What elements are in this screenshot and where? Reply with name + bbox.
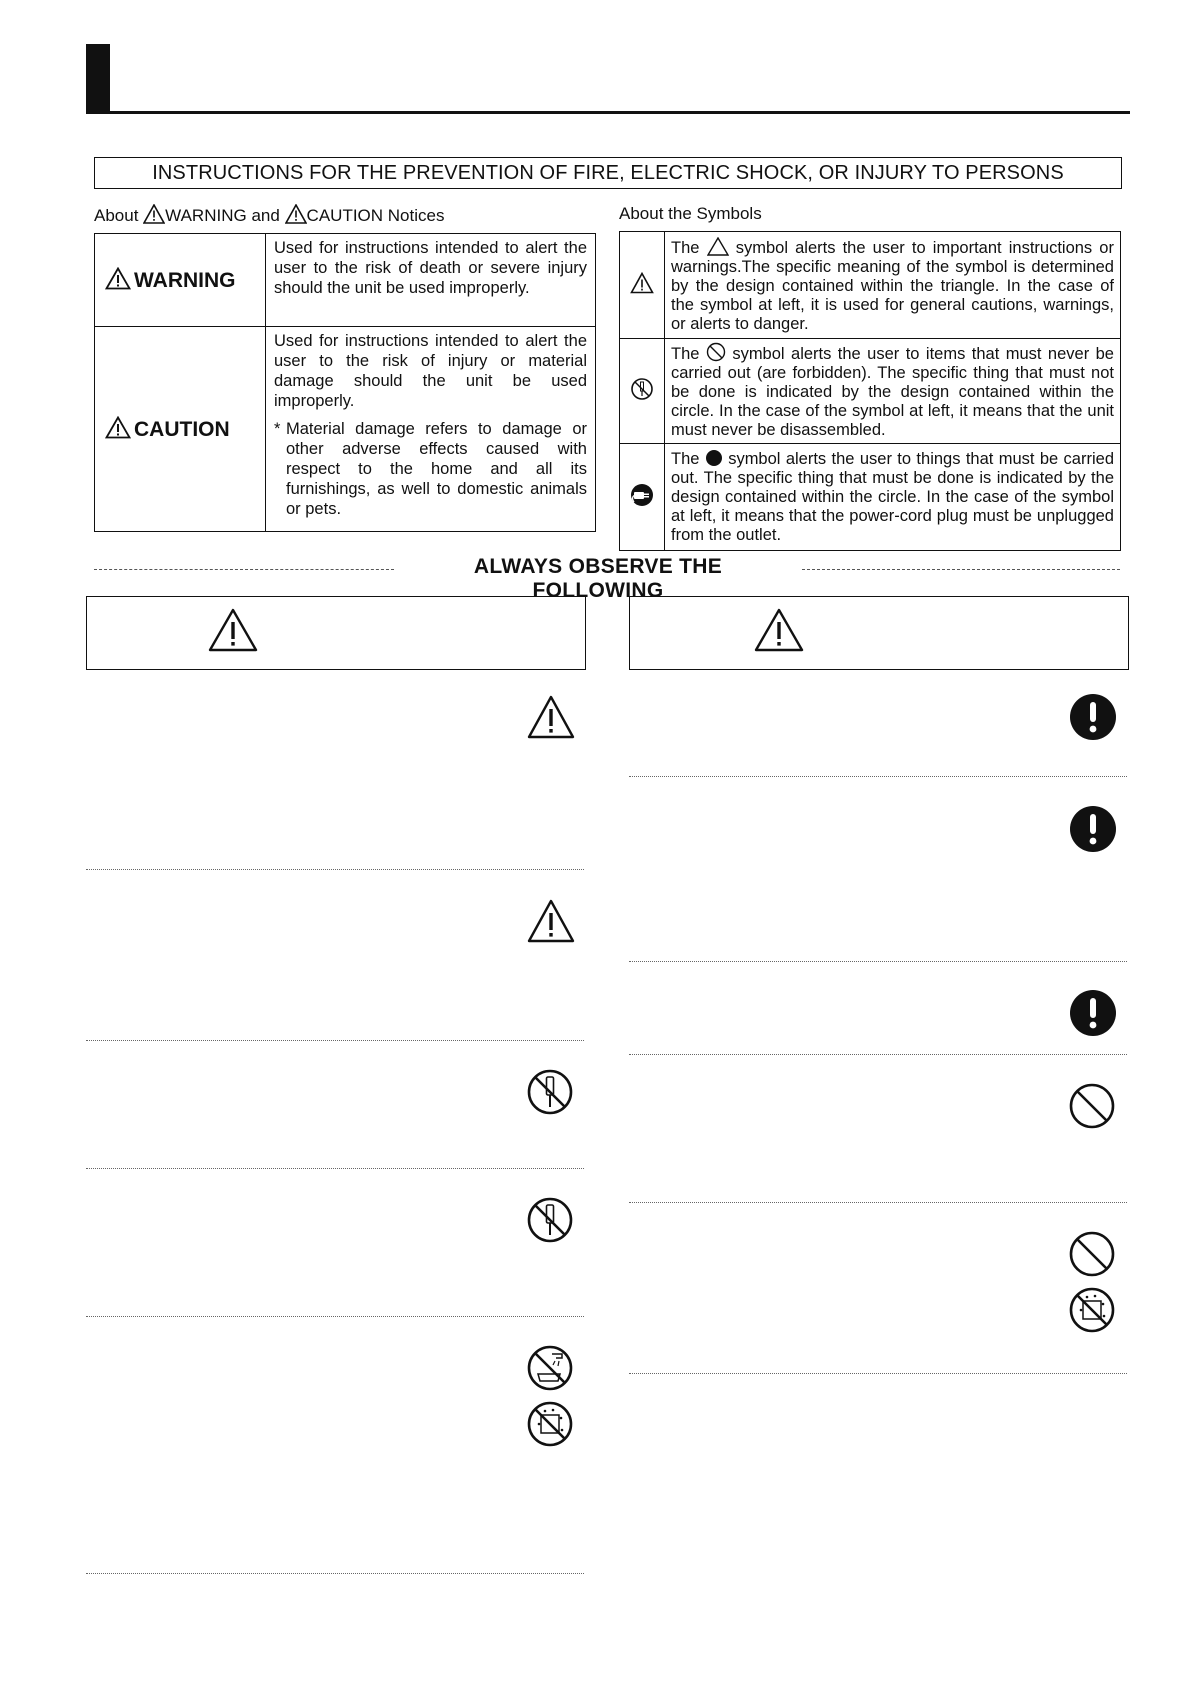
mandatory-action-icon	[1068, 988, 1118, 1038]
no-water-icon	[526, 1344, 574, 1392]
caution-row	[95, 327, 596, 532]
caution-note-star: *	[274, 420, 281, 438]
caution-triangle-icon	[753, 607, 805, 653]
symbol-row-prohibited	[620, 339, 1121, 444]
no-moisture-icon	[1068, 1286, 1116, 1334]
symbol-text-prohibited: symbol alerts the user to items that must never be carried out (are forbidden). The specific thing that must not be done is indicated by the design contained within the circle. In the case of the symbol at left, it means that the unit must never be disassembled.	[671, 345, 1114, 439]
caution-note-text: Material damage refers to damage or other adverse effects caused with respect to the home and all its furnishings, as well to domestic animals or pets.	[286, 420, 587, 518]
symbol-text-prohibited-block	[665, 339, 1120, 443]
warning-row	[95, 234, 596, 327]
filled-circle-icon	[705, 449, 723, 467]
item-divider	[629, 1373, 1127, 1374]
symbol-lead-prohibited: The	[671, 345, 700, 363]
symbol-cell-triangle	[620, 232, 665, 339]
caution-label-cell	[95, 327, 266, 532]
warning-triangle-icon	[526, 898, 576, 944]
instructions-title: INSTRUCTIONS FOR THE PREVENTION OF FIRE, ELECTRIC SHOCK, OR INJURY TO PERSONS	[94, 157, 1122, 189]
symbol-cell-mandatory	[620, 444, 665, 551]
item-divider	[86, 869, 584, 870]
symbol-text-mandatory-block	[665, 446, 1120, 548]
symbol-text-cell-prohibited	[665, 339, 1121, 444]
triangle-outline-icon	[707, 237, 729, 256]
symbols-table	[619, 231, 1121, 551]
general-caution-icon	[630, 272, 654, 294]
item-divider	[86, 1573, 584, 1574]
symbol-text-triangle-block	[665, 234, 1120, 337]
header-bar-block	[86, 44, 110, 114]
do-not-disassemble-icon	[526, 1196, 574, 1244]
prohibited-icon	[1068, 1230, 1116, 1278]
notices-table	[94, 233, 596, 532]
mandatory-action-icon	[1068, 804, 1118, 854]
item-divider	[86, 1316, 584, 1317]
caution-note	[274, 419, 587, 519]
notices-heading-and: and	[251, 206, 280, 225]
item-divider	[86, 1168, 584, 1169]
symbol-text-cell-mandatory	[665, 444, 1121, 551]
unplug-icon	[630, 483, 654, 507]
warning-box-left	[86, 596, 586, 670]
divider-dash-left	[94, 569, 394, 570]
header-rule	[86, 111, 1130, 114]
warning-text-cell	[266, 234, 596, 327]
item-divider	[629, 1202, 1127, 1203]
warning-triangle-icon	[207, 607, 259, 653]
caution-triangle-icon	[105, 416, 131, 439]
notices-heading-caution: CAUTION	[306, 206, 384, 225]
symbol-row-mandatory	[620, 444, 1121, 551]
caution-text: Used for instructions intended to alert the user to the risk of injury or material damage should the unit be used improperly.	[274, 332, 587, 410]
symbol-lead-mandatory: The	[671, 450, 700, 468]
warning-triangle-icon	[526, 694, 576, 740]
warning-label-cell	[95, 234, 266, 327]
warning-label: WARNING	[134, 269, 236, 292]
mandatory-action-icon	[1068, 692, 1118, 742]
notices-heading-tail: Notices	[387, 206, 445, 225]
notices-heading-warning: WARNING	[165, 206, 247, 225]
symbol-lead-triangle: The	[671, 238, 700, 257]
caution-text-block	[266, 327, 595, 523]
always-observe-heading: ALWAYS OBSERVE THE FOLLOWING	[473, 555, 723, 602]
caution-triangle-icon	[285, 204, 307, 224]
symbol-row-triangle	[620, 232, 1121, 339]
prohibited-icon	[1068, 1082, 1116, 1130]
item-divider	[86, 1040, 584, 1041]
symbol-text-cell-triangle	[665, 232, 1121, 339]
notices-heading	[94, 204, 444, 226]
warning-triangle-icon	[105, 267, 131, 290]
divider-dash-right	[802, 569, 1120, 570]
symbol-text-mandatory: symbol alerts the user to things that must be carried out. The specific thing that must be done is indicated by the design contained within the circle. In the case of the symbol at left, it means that the power-cord plug must be unplugged from the outlet.	[671, 450, 1114, 544]
caution-box-right	[629, 596, 1129, 670]
item-divider	[629, 1054, 1127, 1055]
caution-label: CAUTION	[134, 418, 230, 441]
warning-triangle-icon	[143, 204, 165, 224]
no-moisture-icon	[526, 1400, 574, 1448]
symbol-cell-prohibited	[620, 339, 665, 444]
notices-heading-about: About	[94, 206, 139, 225]
warning-text: Used for instructions intended to alert the user to the risk of death or severe injury should the unit be used improperly.	[274, 239, 587, 297]
do-not-disassemble-icon	[630, 377, 654, 401]
item-divider	[629, 961, 1127, 962]
symbols-heading: About the Symbols	[619, 204, 762, 223]
do-not-disassemble-icon	[526, 1068, 574, 1116]
item-divider	[629, 776, 1127, 777]
caution-text-cell	[266, 327, 596, 532]
prohibited-circle-icon	[706, 342, 726, 362]
symbol-text-triangle: symbol alerts the user to important instructions or warnings.The specific meaning of the symbol is determined by the design contained within the triangle. In the case of the symbol at left, it is used for general cautions, warnings, or alerts to danger.	[671, 238, 1114, 333]
